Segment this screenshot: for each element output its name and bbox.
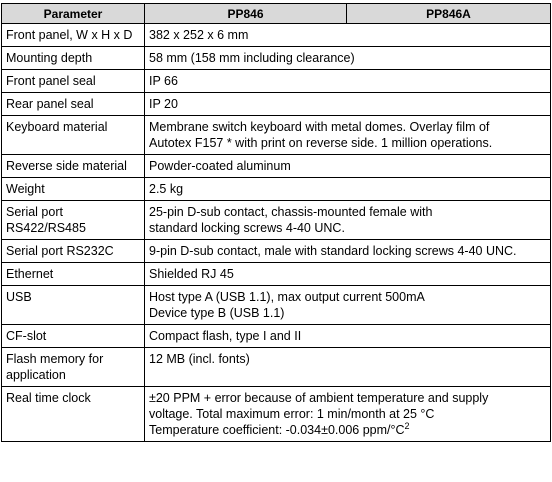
param-cell: USB (2, 286, 145, 325)
param-cell: Rear panel seal (2, 93, 145, 116)
value-cell (145, 387, 551, 442)
table-row (2, 263, 551, 286)
table-row (2, 70, 551, 93)
rtc-text: ±20 PPM + error because of ambient temperature and supply voltage. Total maximum error: 1 min/month at 25 °C Temperature coefficient: -0.034±0.006 ppm/°C (149, 391, 489, 437)
param-cell: Front panel seal (2, 70, 145, 93)
table-row (2, 240, 551, 263)
value-cell: 12 MB (incl. fonts) (145, 348, 551, 387)
specifications-table (1, 3, 551, 442)
value-cell: 382 x 252 x 6 mm (145, 24, 551, 47)
param-cell: Front panel, W x H x D (2, 24, 145, 47)
value-cell: 58 mm (158 mm including clearance) (145, 47, 551, 70)
table-row (2, 116, 551, 155)
table-row (2, 47, 551, 70)
value-cell: 2.5 kg (145, 178, 551, 201)
value-cell: Membrane switch keyboard with metal domes. Overlay film of Autotex F157 * with print on reverse side. 1 million operations. (145, 116, 551, 155)
table-row (2, 387, 551, 442)
superscript-exponent: 2 (404, 421, 410, 431)
value-cell: Shielded RJ 45 (145, 263, 551, 286)
value-cell: IP 66 (145, 70, 551, 93)
param-cell: Serial port RS232C (2, 240, 145, 263)
table-row (2, 286, 551, 325)
table-header-row (2, 4, 551, 24)
value-cell: 9-pin D-sub contact, male with standard locking screws 4-40 UNC. (145, 240, 551, 263)
value-cell: 25-pin D-sub contact, chassis-mounted female with standard locking screws 4-40 UNC. (145, 201, 551, 240)
param-cell: Mounting depth (2, 47, 145, 70)
table-row (2, 201, 551, 240)
param-cell: Ethernet (2, 263, 145, 286)
value-cell: Host type A (USB 1.1), max output current 500mA Device type B (USB 1.1) (145, 286, 551, 325)
param-cell: Flash memory for application (2, 348, 145, 387)
table-row (2, 93, 551, 116)
param-cell: Keyboard material (2, 116, 145, 155)
value-cell: IP 20 (145, 93, 551, 116)
header-parameter: Parameter (2, 4, 145, 24)
param-cell: Serial port RS422/RS485 (2, 201, 145, 240)
table-row (2, 178, 551, 201)
table-row (2, 155, 551, 178)
param-cell: Reverse side material (2, 155, 145, 178)
header-pp846: PP846 (145, 4, 347, 24)
param-cell: Weight (2, 178, 145, 201)
table-row (2, 348, 551, 387)
table-row (2, 24, 551, 47)
param-cell: Real time clock (2, 387, 145, 442)
table-row (2, 325, 551, 348)
value-cell: Compact flash, type I and II (145, 325, 551, 348)
value-cell: Powder-coated aluminum (145, 155, 551, 178)
param-cell: CF-slot (2, 325, 145, 348)
header-pp846a: PP846A (347, 4, 551, 24)
